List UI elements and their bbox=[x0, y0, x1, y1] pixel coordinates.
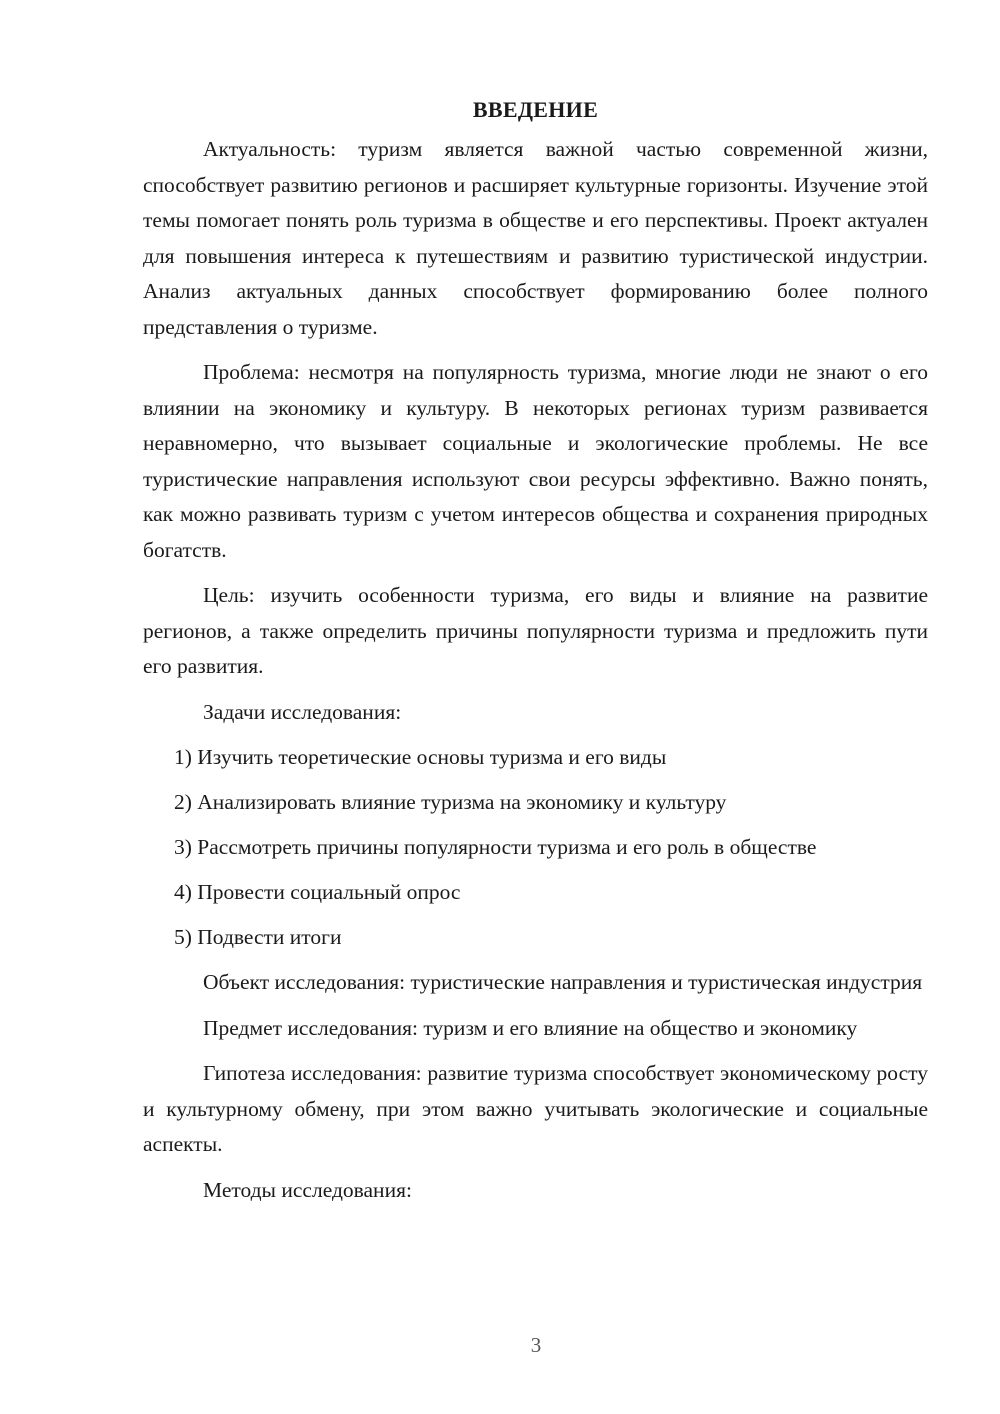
page-title: ВВЕДЕНИЕ bbox=[472, 97, 599, 122]
list-item: 4) Провести социальный опрос bbox=[174, 880, 461, 904]
list-item: 5) Подвести итоги bbox=[174, 925, 342, 949]
paragraph-object: Объект исследования: туристические направления и туристическая индустрия bbox=[203, 970, 923, 994]
list-item: 3) Рассмотреть причины популярности туризма и его роль в обществе bbox=[174, 835, 817, 859]
paragraph-goal: Цель: изучить особенности туризма, его виды и влияние на развитие регионов, а также определить причины популярности туризма и предложить пути его развития. bbox=[143, 583, 928, 678]
paragraph-relevance: Актуальность: туризм является важной частью современной жизни, способствует развитию регионов и расширяет культурные горизонты. Изучение этой темы помогает понять роль туризма в обществе и его перспективы. Проект актуален для повышения интереса к путешествиям и развитию туристической индустрии. Анализ актуальных данных способствует формированию более полного представления о туризме. bbox=[143, 137, 928, 339]
page-number: 3 bbox=[530, 1333, 542, 1357]
list-item: 2) Анализировать влияние туризма на экономику и культуру bbox=[174, 790, 727, 814]
paragraph-problem: Проблема: несмотря на популярность туризма, многие люди не знают о его влиянии на экономику и культуру. В некоторых регионах туризм развивается неравномерно, что вызывает социальные и экологические проблемы. Не все туристические направления используют свои ресурсы эффективно. Важно понять, как можно развивать туризм с учетом интересов общества и сохранения природных богатств. bbox=[143, 360, 928, 562]
tasks-heading: Задачи исследования: bbox=[203, 699, 402, 724]
document-page bbox=[143, 94, 928, 1218]
paragraph-hypothesis: Гипотеза исследования: развитие туризма способствует экономическому росту и культурному обмену, при этом важно учитывать экологические и социальные аспекты. bbox=[143, 1061, 928, 1156]
list-item: 1) Изучить теоретические основы туризма и его виды bbox=[174, 745, 667, 769]
methods-heading: Методы исследования: bbox=[203, 1177, 412, 1202]
paragraph-subject: Предмет исследования: туризм и его влияние на общество и экономику bbox=[203, 1015, 858, 1040]
tasks-list bbox=[143, 740, 928, 956]
